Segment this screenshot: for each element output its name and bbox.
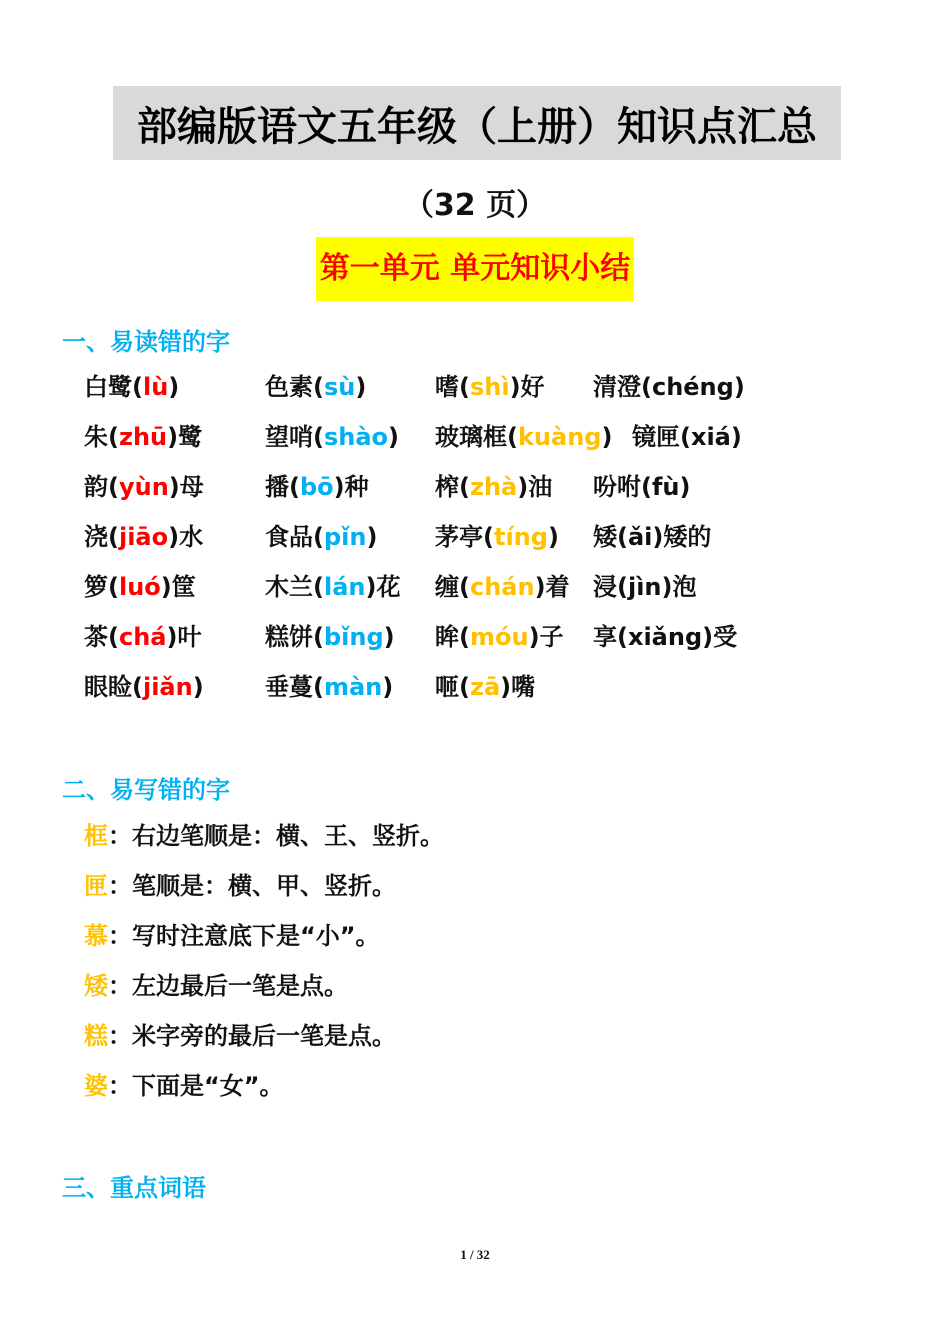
reading-item <box>435 420 612 454</box>
reading-item <box>593 570 696 604</box>
unit-heading: 第一单元 单元知识小结 <box>316 237 634 301</box>
pinyin: bǐng <box>323 623 384 651</box>
reading-word-suffix: ) <box>547 523 559 551</box>
pinyin: chá <box>118 623 167 651</box>
page-footer: 1 / 32 <box>460 1247 490 1262</box>
writing-rule <box>84 1069 284 1103</box>
rule-text: ：米字旁的最后一笔是点。 <box>108 1022 396 1050</box>
reading-word-suffix: ) <box>733 373 745 401</box>
reading-word-suffix: ) <box>388 423 399 451</box>
pinyin: sù <box>323 373 356 401</box>
pinyin: zā <box>469 673 501 701</box>
reading-word-prefix: 茶( <box>84 623 119 651</box>
rule-text: ：写时注意底下是“小”。 <box>108 922 380 950</box>
reading-item <box>593 520 711 554</box>
reading-word-prefix: 咂( <box>435 673 470 701</box>
reading-item <box>84 370 179 404</box>
writing-rule <box>84 869 396 903</box>
writing-rule <box>84 819 444 853</box>
reading-word-prefix: 清澄( <box>593 373 652 401</box>
reading-word-suffix: )花 <box>365 573 401 601</box>
reading-item <box>265 620 395 654</box>
reading-word-prefix: 食品( <box>265 523 324 551</box>
reading-word-prefix: 韵( <box>84 473 119 501</box>
reading-word-suffix: )鹭 <box>167 423 203 451</box>
pinyin: jiǎn <box>142 673 193 701</box>
pinyin: móu <box>469 623 529 651</box>
pinyin: lù <box>142 373 169 401</box>
reading-word-suffix: ) <box>355 373 367 401</box>
reading-word-suffix: )矮的 <box>652 523 712 551</box>
reading-word-suffix: ) <box>192 673 204 701</box>
rule-character: 矮 <box>84 972 108 1000</box>
section-heading-miswritten: 二、易写错的字 <box>62 776 230 804</box>
reading-word-prefix: 箩( <box>84 573 119 601</box>
rule-character: 慕 <box>84 922 108 950</box>
rule-character: 匣 <box>84 872 108 900</box>
pinyin: kuàng <box>517 423 602 451</box>
pinyin: xiá <box>690 423 731 451</box>
reading-item <box>435 370 545 404</box>
reading-word-prefix: 眼睑( <box>84 673 143 701</box>
pinyin: ǎi <box>627 523 653 551</box>
section-heading-key-words: 三、重点词语 <box>62 1174 206 1202</box>
reading-item <box>593 370 745 404</box>
reading-word-prefix: 木兰( <box>265 573 324 601</box>
reading-item <box>265 470 369 504</box>
reading-word-prefix: 嗜( <box>435 373 470 401</box>
reading-word-suffix: ) <box>383 623 395 651</box>
reading-word-prefix: 色素( <box>265 373 324 401</box>
reading-item <box>435 620 564 654</box>
pinyin: shì <box>469 373 510 401</box>
pinyin: yùn <box>118 473 169 501</box>
rule-text: ：笔顺是：横、甲、竖折。 <box>108 872 396 900</box>
pinyin: tíng <box>493 523 548 551</box>
reading-word-prefix: 矮( <box>593 523 628 551</box>
reading-item <box>435 470 552 504</box>
reading-word-suffix: )嘴 <box>500 673 536 701</box>
writing-rule <box>84 969 348 1003</box>
reading-item <box>593 620 737 654</box>
pinyin: jìn <box>627 573 662 601</box>
reading-word-prefix: 白鹭( <box>84 373 143 401</box>
reading-item <box>435 670 535 704</box>
reading-word-suffix: )种 <box>333 473 369 501</box>
rule-text: ：下面是“女”。 <box>108 1072 284 1100</box>
reading-word-suffix: )母 <box>168 473 204 501</box>
reading-word-suffix: ) <box>601 423 613 451</box>
rule-character: 糕 <box>84 1022 108 1050</box>
reading-word-prefix: 朱( <box>84 423 119 451</box>
rule-text: ：左边最后一笔是点。 <box>108 972 348 1000</box>
reading-word-suffix: )着 <box>534 573 570 601</box>
reading-word-prefix: 玻璃框( <box>435 423 518 451</box>
reading-word-prefix: 享( <box>593 623 628 651</box>
rule-character: 婆 <box>84 1072 108 1100</box>
reading-word-suffix: )油 <box>517 473 553 501</box>
reading-word-prefix: 浇( <box>84 523 119 551</box>
pinyin: chéng <box>651 373 734 401</box>
pinyin: luó <box>118 573 161 601</box>
reading-word-prefix: 垂蔓( <box>265 673 324 701</box>
reading-word-prefix: 吩咐( <box>593 473 652 501</box>
pinyin: shào <box>323 423 389 451</box>
rule-text: ：右边笔顺是：横、王、竖折。 <box>108 822 444 850</box>
pinyin: fù <box>651 473 680 501</box>
reading-item <box>84 470 204 504</box>
reading-word-suffix: )子 <box>528 623 564 651</box>
reading-word-suffix: )受 <box>702 623 738 651</box>
unit-heading-wrap <box>0 237 950 301</box>
reading-word-suffix: )筐 <box>160 573 196 601</box>
reading-word-suffix: ) <box>168 373 180 401</box>
reading-item <box>265 670 393 704</box>
section-heading-misread: 一、易读错的字 <box>62 328 230 356</box>
reading-item <box>632 420 742 454</box>
pinyin: zhū <box>118 423 168 451</box>
document-title: 部编版语文五年级（上册）知识点汇总 <box>113 86 841 160</box>
reading-item <box>265 570 400 604</box>
pinyin: chán <box>469 573 535 601</box>
reading-word-suffix: )叶 <box>166 623 202 651</box>
pinyin: zhà <box>469 473 518 501</box>
reading-item <box>435 570 570 604</box>
pinyin: jiāo <box>118 523 169 551</box>
reading-item <box>84 620 201 654</box>
reading-word-prefix: 镜匣( <box>632 423 691 451</box>
writing-rule <box>84 1019 396 1053</box>
reading-word-prefix: 浸( <box>593 573 628 601</box>
reading-item <box>84 420 202 454</box>
pinyin: bō <box>299 473 334 501</box>
reading-word-prefix: 缠( <box>435 573 470 601</box>
pinyin: màn <box>323 673 383 701</box>
reading-item <box>593 470 690 504</box>
reading-item <box>84 670 204 704</box>
reading-word-prefix: 眸( <box>435 623 470 651</box>
reading-word-prefix: 播( <box>265 473 300 501</box>
writing-rule <box>84 919 380 953</box>
reading-item <box>84 570 196 604</box>
reading-word-prefix: 茅亭( <box>435 523 494 551</box>
reading-word-prefix: 望哨( <box>265 423 324 451</box>
pinyin: lán <box>323 573 366 601</box>
reading-word-suffix: ) <box>366 523 378 551</box>
reading-word-suffix: ) <box>730 423 742 451</box>
reading-word-prefix: 糕饼( <box>265 623 324 651</box>
reading-item <box>265 520 377 554</box>
reading-word-suffix: ) <box>679 473 691 501</box>
reading-word-suffix: )水 <box>168 523 204 551</box>
reading-item <box>265 370 366 404</box>
pinyin: xiǎng <box>627 623 703 651</box>
reading-word-suffix: ) <box>382 673 394 701</box>
page-count-note: （32 页） <box>403 188 547 223</box>
reading-item <box>84 520 203 554</box>
reading-item <box>435 520 559 554</box>
reading-word-suffix: )泡 <box>661 573 697 601</box>
reading-word-prefix: 榨( <box>435 473 470 501</box>
reading-word-suffix: )好 <box>509 373 545 401</box>
pinyin: pǐn <box>323 523 367 551</box>
reading-item <box>265 420 399 454</box>
rule-character: 框 <box>84 822 108 850</box>
